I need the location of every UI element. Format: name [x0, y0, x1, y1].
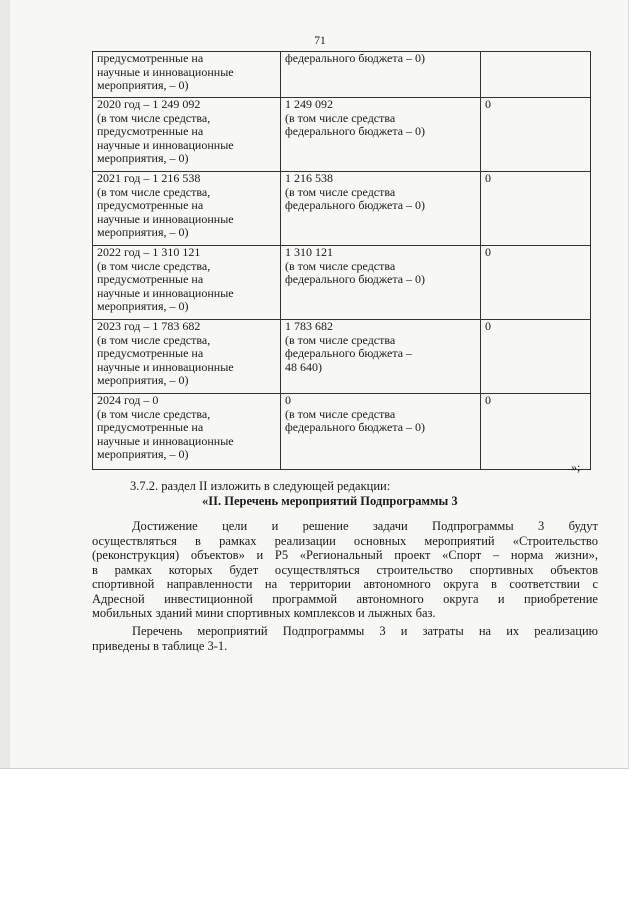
cell-text-line: федерального бюджета – 0): [285, 124, 426, 138]
cell-text-line: 48 640): [285, 359, 322, 374]
cell-text-line: научные и инновационные: [97, 211, 234, 226]
cell-text-line: (в том числе средства,: [97, 332, 211, 347]
page-edge-shadow: [0, 0, 10, 768]
cell-text-line: 1 783 682: [285, 319, 333, 333]
table-cell-col1: [93, 246, 281, 320]
cell-text-line: федерального бюджета – 0): [285, 51, 426, 65]
cell-text-line: предусмотренные на: [97, 198, 204, 212]
cell-text-line: мероприятия, – 0): [97, 373, 189, 387]
table-cell-col3: [481, 394, 591, 470]
table-cell-col3: [481, 320, 591, 394]
table-row: [93, 394, 591, 470]
table-row: [93, 52, 591, 98]
table-row: [93, 172, 591, 246]
paragraph-line: Перечень мероприятий Подпрограммы 3 и затраты на их реализацию: [132, 624, 598, 638]
funding-table-body: [93, 52, 591, 470]
cell-text-line: 1 249 092: [285, 97, 333, 111]
table-cell-col2: [281, 98, 481, 172]
cell-text-line: предусмотренные на: [97, 272, 204, 286]
cell-text-line: мероприятия, – 0): [97, 447, 189, 461]
cell-text-line: предусмотренные на: [97, 124, 204, 138]
cell-text-line: (в том числе средства,: [97, 184, 211, 199]
cell-text-line: научные и инновационные: [97, 137, 234, 152]
section-heading: «II. Перечень мероприятий Подпрограммы 3: [202, 494, 458, 508]
paragraph-line: приведены в таблице 3-1.: [92, 638, 228, 653]
paragraph-line: (реконструкция) объектов» и Р5 «Региональный проект «Спорт – норма жизни»,: [92, 548, 598, 562]
cell-text-line: предусмотренные на: [97, 346, 204, 360]
cell-text-line: 0: [485, 171, 491, 185]
paragraph-line: в рамках которых будет осуществляться строительство спортивных объектов: [92, 562, 598, 577]
cell-text-line: 0: [485, 319, 491, 333]
table-row: [93, 98, 591, 172]
cell-text-line: 2020 год – 1 249 092: [97, 97, 201, 111]
paragraph-line: Адресной инвестиционной программой автономного округа и приобретение: [92, 591, 598, 606]
table-cell-col3: [481, 52, 591, 98]
cell-text-line: 0: [285, 393, 291, 407]
table-cell-col2: [281, 172, 481, 246]
cell-text-line: научные и инновационные: [97, 433, 234, 448]
cell-text-line: 1 216 538: [285, 171, 333, 185]
cell-text-line: (в том числе средства: [285, 332, 396, 347]
table-cell-col1: [93, 320, 281, 394]
cell-text-line: (в том числе средства: [285, 184, 396, 199]
cell-text-line: мероприятия, – 0): [97, 151, 189, 165]
paragraph-line: осуществляться в рамках реализации основных мероприятий «Строительство: [92, 533, 598, 548]
table-cell-col3: [481, 172, 591, 246]
cell-text-line: 0: [485, 97, 491, 111]
cell-text-line: 2021 год – 1 216 538: [97, 171, 201, 185]
table-cell-col3: [481, 98, 591, 172]
cell-text-line: (в том числе средства,: [97, 258, 211, 273]
cell-text-line: (в том числе средства,: [97, 406, 211, 421]
cell-text-line: 2023 год – 1 783 682: [97, 319, 201, 333]
table-cell-col2: [281, 52, 481, 98]
table-cell-col2: [281, 320, 481, 394]
page-number: 71: [314, 35, 326, 47]
cell-text-line: (в том числе средства: [285, 110, 396, 125]
cell-text-line: 2022 год – 1 310 121: [97, 245, 201, 259]
table-cell-col1: [93, 394, 281, 470]
table-cell-col3: [481, 246, 591, 320]
cell-text-line: 1 310 121: [285, 245, 333, 259]
cell-text-line: научные и инновационные: [97, 359, 234, 374]
table-cell-col1: [93, 172, 281, 246]
cell-text-line: федерального бюджета – 0): [285, 420, 426, 434]
closing-quote: »;: [571, 460, 581, 474]
paragraph-line: спортивной направленности на территории автономного округа в соответствии с: [92, 577, 598, 591]
cell-text-line: (в том числе средства: [285, 406, 396, 421]
paragraph-line: Достижение цели и решение задачи Подпрограммы 3 будут: [132, 519, 598, 533]
table-row: [93, 246, 591, 320]
cell-text-line: федерального бюджета –: [285, 346, 413, 360]
cell-text-line: федерального бюджета – 0): [285, 198, 426, 212]
cell-text-line: мероприятия, – 0): [97, 78, 189, 92]
cell-text-line: предусмотренные на: [97, 51, 204, 65]
cell-text-line: 2024 год – 0: [97, 393, 159, 407]
cell-text-line: научные и инновационные: [97, 64, 234, 79]
cell-text-line: мероприятия, – 0): [97, 299, 189, 313]
paragraph-main: [92, 519, 598, 621]
paragraph-line: мобильных зданий мини спортивных комплексов и лыжных баз.: [92, 606, 436, 620]
funding-table: [92, 51, 591, 470]
table-cell-col1: [93, 98, 281, 172]
cell-text-line: (в том числе средства,: [97, 110, 211, 125]
cell-text-line: предусмотренные на: [97, 420, 204, 434]
table-cell-col2: [281, 246, 481, 320]
cell-text-line: (в том числе средства: [285, 258, 396, 273]
cell-text-line: 0: [485, 245, 491, 259]
table-row: [93, 320, 591, 394]
cell-text-line: 0: [485, 393, 491, 407]
amendment-line: 3.7.2. раздел II изложить в следующей редакции:: [130, 479, 391, 493]
table-cell-col1: [93, 52, 281, 98]
table-cell-col2: [281, 394, 481, 470]
paragraph-list-reference: [92, 624, 598, 653]
cell-text-line: мероприятия, – 0): [97, 225, 189, 239]
cell-text-line: научные и инновационные: [97, 285, 234, 300]
cell-text-line: федерального бюджета – 0): [285, 272, 426, 286]
